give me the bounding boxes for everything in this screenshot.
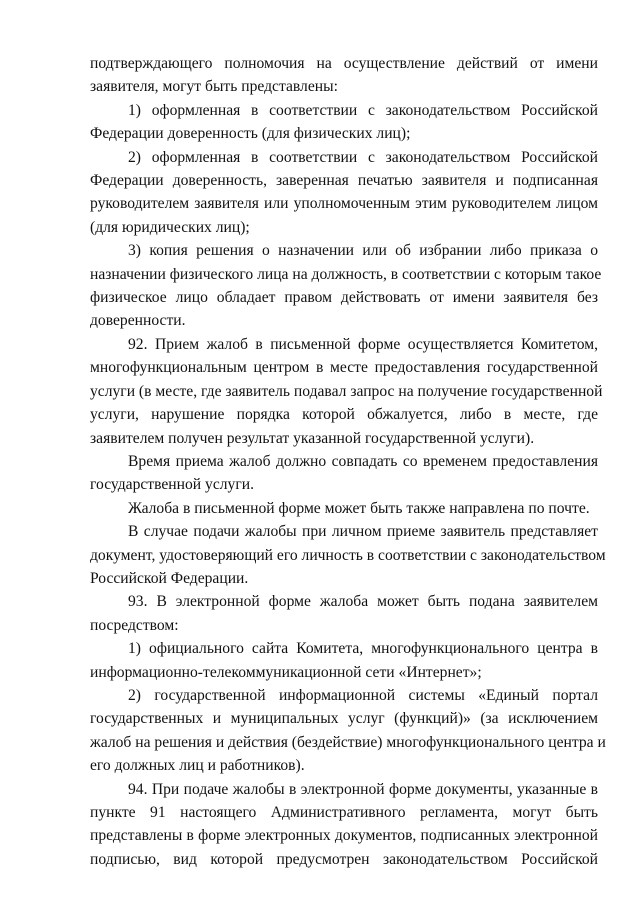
- paragraph-line: Время приема жалоб должно совпадать со временем предоставления: [128, 452, 598, 470]
- paragraph-line: государственных и муниципальных услуг (функций)» (за исключением: [90, 710, 598, 728]
- paragraph-line: руководителем заявителя или уполномоченным этим руководителем лицом: [90, 195, 598, 213]
- paragraph-line: заявителя, могут быть представлены:: [90, 78, 338, 96]
- paragraph: [90, 52, 598, 99]
- paragraph-line: государственной услуги.: [90, 476, 254, 494]
- paragraph-line: заявителем получен результат указанной государственной услуги).: [90, 429, 535, 447]
- paragraph: [90, 333, 603, 450]
- paragraph: [90, 637, 598, 684]
- paragraph: [90, 99, 598, 146]
- paragraph-line: 1) официального сайта Комитета, многофункционального центра в: [128, 640, 598, 658]
- paragraph: [90, 450, 598, 497]
- paragraph-line: 93. В электронной форме жалоба может быть подана заявителем: [128, 593, 598, 611]
- paragraph-line: 1) оформленная в соответствии с законодательством Российской: [128, 101, 598, 119]
- paragraph-line: информационно-телекоммуникационной сети «Интернет»;: [90, 663, 482, 681]
- paragraph-line: подтверждающего полномочия на осуществление действий от имени: [90, 55, 598, 72]
- paragraph: [90, 497, 598, 520]
- paragraph-line: услуги, нарушение порядка которой обжалуется, либо в месте, где: [90, 406, 598, 424]
- paragraph-line: физическое лицо обладает правом действовать от имени заявителя без: [90, 289, 598, 307]
- paragraph-line: услуги (в месте, где заявитель подавал запрос на получение государственной: [90, 382, 603, 400]
- paragraph-line: 2) государственной информационной системы «Единый портал: [128, 686, 598, 704]
- paragraph-line: многофункциональным центром в месте предоставления государственной: [90, 359, 598, 377]
- paragraph-line: подписью, вид которой предусмотрен законодательством Российской: [90, 850, 598, 868]
- paragraph: [90, 778, 598, 872]
- paragraph-line: пункте 91 настоящего Административного регламента, могут быть: [90, 804, 598, 821]
- paragraph-line: его должных лиц и работников).: [90, 757, 305, 775]
- paragraph-line: 94. При подаче жалобы в электронной форме документы, указанные в: [128, 780, 598, 798]
- paragraph-line: представлены в форме электронных документов, подписанных электронной: [90, 827, 598, 845]
- paragraph-line: документ, удостоверяющий его личность в соответствии с законодательством: [90, 546, 606, 564]
- paragraph-line: Федерации доверенность (для физических лиц);: [90, 125, 411, 143]
- paragraph-line: 2) оформленная в соответствии с законодательством Российской: [128, 148, 598, 166]
- paragraph-line: 92. Прием жалоб в письменной форме осуществляется Комитетом,: [128, 335, 598, 353]
- paragraph: [90, 239, 602, 333]
- paragraph-line: (для юридических лиц);: [90, 218, 250, 236]
- paragraph: [90, 684, 606, 778]
- paragraph-line: посредством:: [90, 616, 179, 634]
- paragraph-line: 3) копия решения о назначении или об избрании либо приказа о: [128, 242, 598, 260]
- paragraph-line: Российской Федерации.: [90, 569, 249, 587]
- paragraph-line: доверенности.: [90, 312, 186, 330]
- paragraph-line: назначении физического лица на должность, в соответствии с которым такое: [90, 265, 602, 283]
- paragraph: [90, 590, 598, 637]
- paragraph-line: Жалоба в письменной форме может быть также направлена по почте.: [128, 499, 590, 517]
- paragraph: [90, 146, 598, 240]
- paragraph: [90, 520, 606, 590]
- paragraph-line: жалоб на решения и действия (бездействие) многофункционального центра и: [90, 733, 606, 751]
- paragraph-line: В случае подачи жалобы при личном приеме заявитель представляет: [128, 523, 598, 541]
- paragraph-line: Федерации доверенность, заверенная печатью заявителя и подписанная: [90, 172, 598, 190]
